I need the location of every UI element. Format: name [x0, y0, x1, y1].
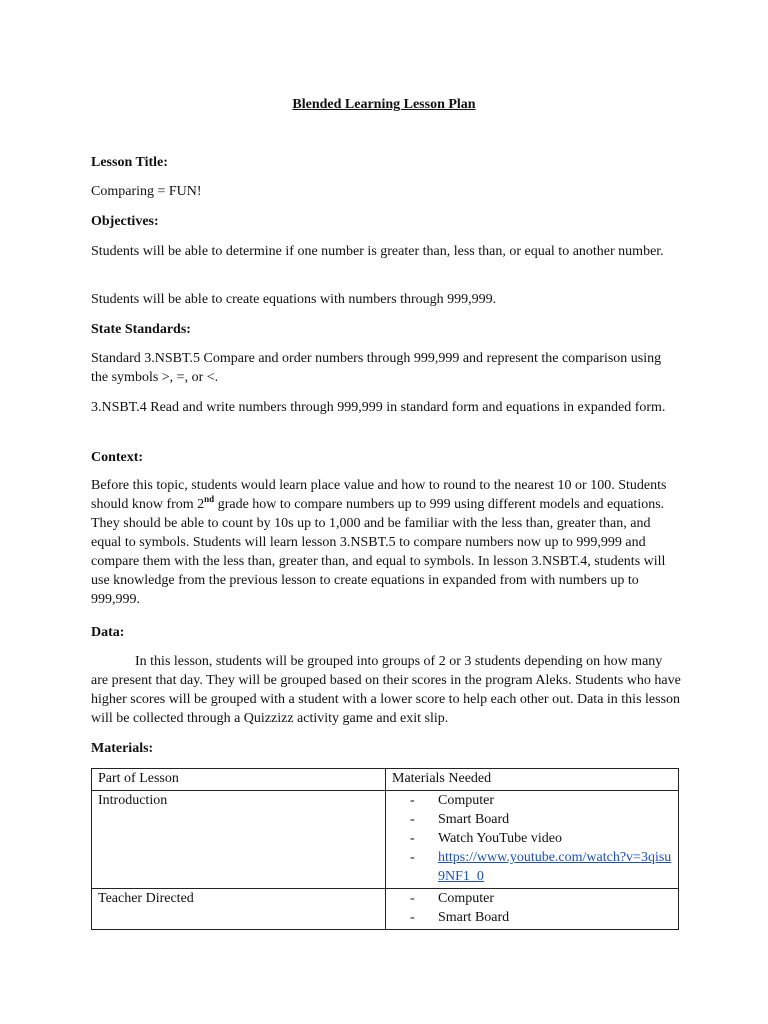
- lesson-title-value: Comparing = FUN!: [91, 184, 202, 199]
- materials-label: Materials:: [91, 741, 154, 756]
- list-item: [392, 908, 672, 927]
- row-materials-introduction: [386, 791, 679, 889]
- context-text: [91, 476, 681, 609]
- list-item: [392, 829, 672, 848]
- row-materials-teacher-directed: [386, 889, 679, 930]
- list-item: [392, 791, 672, 810]
- material-item: Computer: [438, 891, 494, 906]
- context-text-part1: Before this topic, students would learn place value and how to round to the nearest 10 or 100. Students should know from 2: [91, 478, 667, 512]
- row-part-introduction: Introduction: [92, 791, 386, 889]
- column-header-materials: Materials Needed: [386, 769, 679, 791]
- materials-list: [392, 889, 672, 927]
- dash-bullet: -: [410, 910, 415, 925]
- material-item: Watch YouTube video: [438, 831, 562, 846]
- context-text-part2: grade how to compare numbers up to 999 using different models and equations. They should be able to count by 10s up to 1,000 and be familiar with the less than, greater than, and equal to symbols. Students will learn lesson 3.NSBT.5 to compare numbers now up to 999,999 and compare them with the less than, greater than, and equal to symbols. In lesson 3.NSBT.4, students will use knowledge from the previous lesson to create equations in expanded from with numbers up to 999,999.: [91, 497, 666, 607]
- lesson-title-label: Lesson Title:: [91, 155, 168, 170]
- dash-bullet: -: [410, 793, 415, 808]
- table-row: [92, 889, 679, 930]
- table-header-row: [92, 769, 679, 791]
- material-item: Smart Board: [438, 910, 510, 925]
- objective-2: Students will be able to create equations with numbers through 999,999.: [91, 292, 497, 307]
- context-label: Context:: [91, 450, 144, 465]
- list-item: [392, 889, 672, 908]
- document-title: Blended Learning Lesson Plan: [292, 97, 476, 112]
- standard-1: Standard 3.NSBT.5 Compare and order numbers through 999,999 and represent the comparison using the symbols >, =, or <.: [91, 351, 662, 385]
- data-text: In this lesson, students will be grouped into groups of 2 or 3 students depending on how many are present that day. They will be grouped based on their scores in the program Aleks. Students who have higher scores will be grouped with a student with a lower score to help each other out. Data in this lesson will be collected through a Quizzizz activity game and exit slip.: [91, 654, 681, 726]
- column-header-part: Part of Lesson: [92, 769, 386, 791]
- standards-label: State Standards:: [91, 322, 191, 337]
- standard-2: 3.NSBT.4 Read and write numbers through 999,999 in standard form and equations in expanded form.: [91, 400, 666, 415]
- materials-table: [91, 768, 679, 930]
- list-item: [392, 848, 672, 886]
- objectives-label: Objectives:: [91, 214, 159, 229]
- data-label: Data:: [91, 625, 125, 640]
- material-item: Smart Board: [438, 812, 510, 827]
- objective-1: Students will be able to determine if one number is greater than, less than, or equal to another number.: [91, 244, 664, 259]
- dash-bullet: -: [410, 850, 415, 865]
- list-item: [392, 810, 672, 829]
- table-row: [92, 791, 679, 889]
- dash-bullet: -: [410, 812, 415, 827]
- context-superscript: nd: [204, 494, 215, 504]
- youtube-video-link[interactable]: https://www.youtube.com/watch?v=3qisu9NF1_0: [438, 850, 672, 884]
- material-item: Computer: [438, 793, 494, 808]
- materials-list: [392, 791, 672, 886]
- dash-bullet: -: [410, 831, 415, 846]
- dash-bullet: -: [410, 891, 415, 906]
- row-part-teacher-directed: Teacher Directed: [92, 889, 386, 930]
